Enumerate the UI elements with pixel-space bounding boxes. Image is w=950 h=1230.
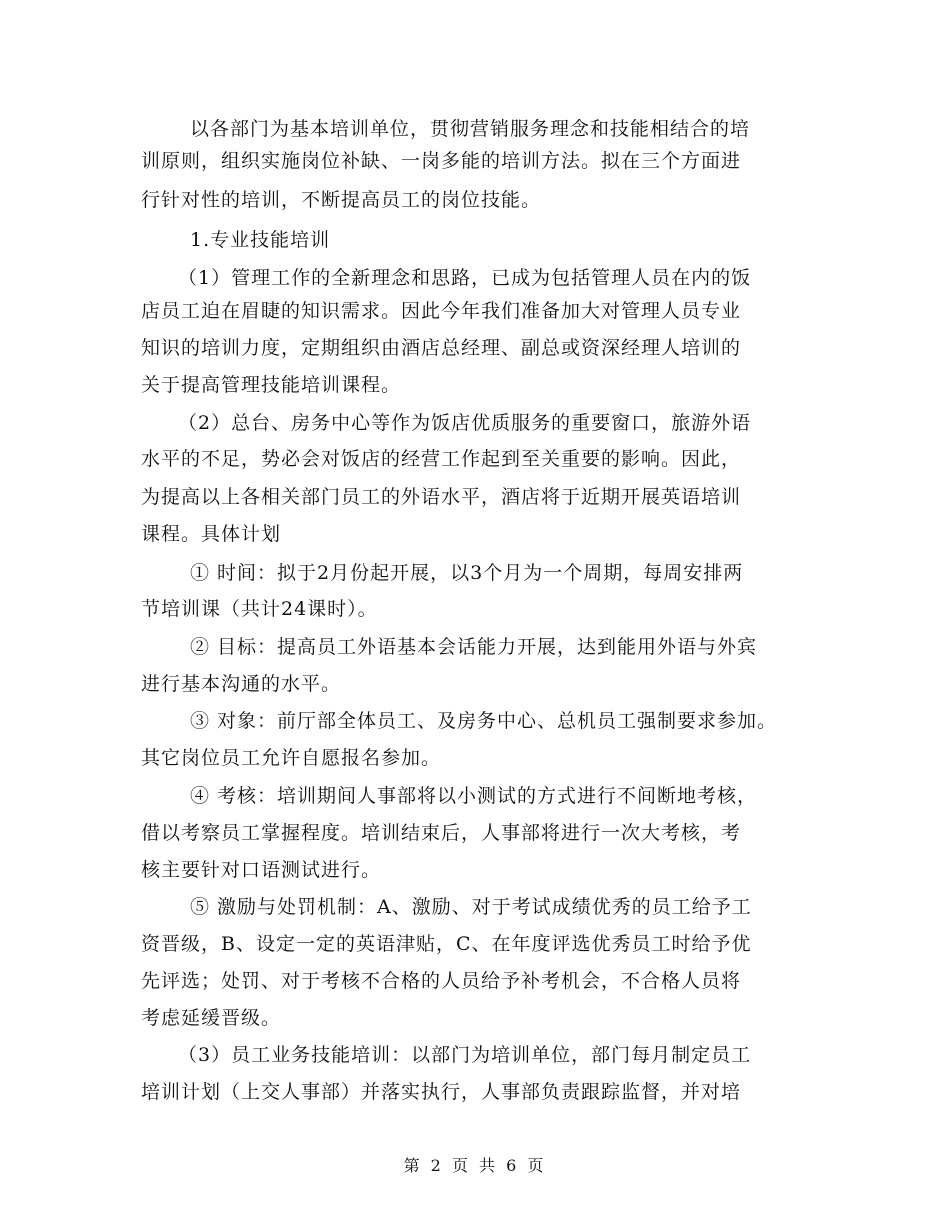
text-line: 以各部门为基本培训单位，贯彻营销服务理念和技能相结合的培 xyxy=(190,118,751,140)
text-line: 先评选；处罚、对于考核不合格的人员给予补考机会，不合格人员将 xyxy=(141,970,742,992)
text-line: 为提高以上各相关部门员工的外语水平，酒店将于近期开展英语培训 xyxy=(141,486,742,508)
text-line: 课程。具体计划 xyxy=(141,523,282,545)
text-line: 行针对性的培训，不断提高员工的岗位技能。 xyxy=(141,189,542,211)
text-line: （2）总台、房务中心等作为饭店优质服务的重要窗口，旅游外语 xyxy=(178,412,752,434)
text-line: ③ 对象：前厅部全体员工、及房务中心、总机员工强制要求参加。 xyxy=(190,710,778,732)
text-line: 借以考察员工掌握程度。培训结束后，人事部将进行一次大考核，考 xyxy=(141,822,742,844)
text-line: ② 目标：提高员工外语基本会话能力开展，达到能用外语与外宾 xyxy=(190,636,758,658)
text-line: 关于提高管理技能培训课程。 xyxy=(141,374,402,396)
text-line: （1）管理工作的全新理念和思路，已成为包括管理人员在内的饭 xyxy=(178,267,752,289)
text-line: 其它岗位员工允许自愿报名参加。 xyxy=(141,747,442,769)
text-line: 进行基本沟通的水平。 xyxy=(141,673,342,695)
text-line: ⑤ 激励与处罚机制：A、激励、对于考试成绩优秀的员工给予工 xyxy=(190,896,752,918)
text-line: （3）员工业务技能培训：以部门为培训单位，部门每月制定员工 xyxy=(178,1044,752,1066)
text-line: 考虑延缓晋级。 xyxy=(141,1007,282,1029)
text-line: 知识的培训力度，定期组织由酒店总经理、副总或资深经理人培训的 xyxy=(141,337,742,359)
text-line: 核主要针对口语测试进行。 xyxy=(141,859,382,881)
text-line: 水平的不足，势必会对饭店的经营工作起到至关重要的影响。因此， xyxy=(141,448,742,470)
text-line: 训原则，组织实施岗位补缺、一岗多能的培训方法。拟在三个方面进 xyxy=(141,150,742,172)
text-line: ④ 考核：培训期间人事部将以小测试的方式进行不间断地考核， xyxy=(190,785,758,807)
text-line: 店员工迫在眉睫的知识需求。因此今年我们准备加大对管理人员专业 xyxy=(141,300,742,322)
text-line: 培训计划（上交人事部）并落实执行，人事部负责跟踪监督，并对培 xyxy=(141,1081,742,1103)
section-heading: 1.专业技能培训 xyxy=(190,229,331,251)
text-line: ① 时间：拟于2月份起开展，以3个月为一个周期，每周安排两 xyxy=(190,562,744,584)
text-line: 节培训课（共计24课时）。 xyxy=(141,598,378,620)
page-number-footer: 第 2 页 共 6 页 xyxy=(403,1156,547,1175)
text-line: 资晋级，B、设定一定的英语津贴，C、在年度评选优秀员工时给予优 xyxy=(141,933,752,955)
